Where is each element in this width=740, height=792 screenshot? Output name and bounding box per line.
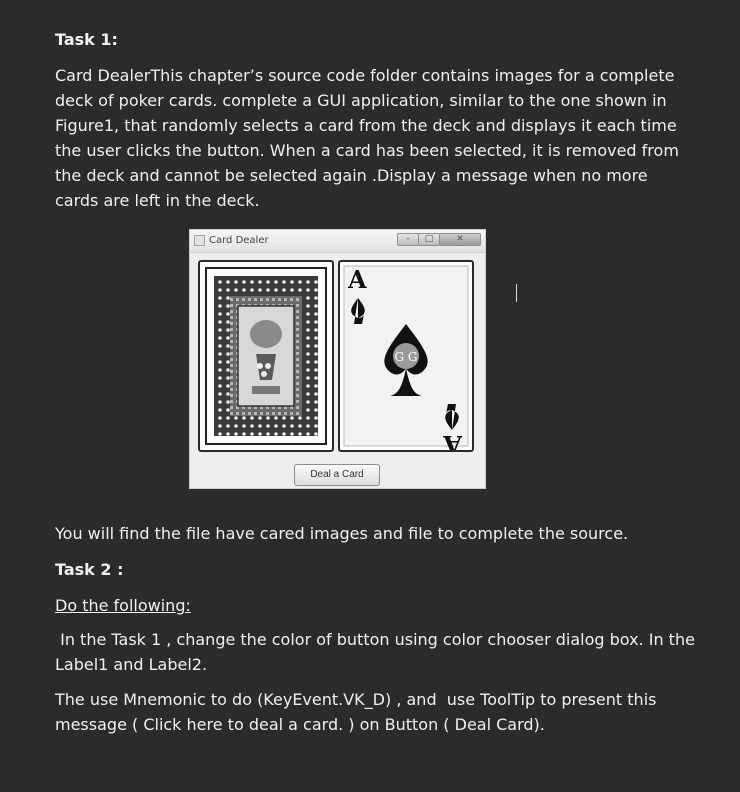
task1-description: Card DealerThis chapter’s source code folder contains images for a complete deck of poker cards. complete a GUI application, similar to the one shown in Figure1, that randomly selects a card from the deck and displays it each time the user clicks the button. When a card has been selected, it is removed from the deck and cannot be selected again .Display a message when no more cards are left in the deck. (55, 66, 679, 210)
card-monogram: G G (394, 350, 418, 364)
window-title: Card Dealer (209, 235, 269, 246)
window-controls (397, 233, 481, 247)
do-the-following-subheading: Do the following: (55, 596, 191, 615)
ace-of-spades-image (338, 260, 474, 452)
minimize-icon: – (397, 233, 419, 246)
card-back-image (198, 260, 334, 452)
deal-a-card-button: Deal a Card (294, 464, 380, 486)
card-dealer-figure (189, 229, 486, 489)
task1-heading: Task 1: (55, 30, 118, 49)
files-note: You will find the file have cared images and file to complete the source. (55, 524, 629, 543)
maximize-icon: □ (418, 233, 440, 246)
card-rank-bottom: A (443, 430, 462, 450)
task2-mnemonic-instruction: The use Mnemonic to do (KeyEvent.VK_D) , and use ToolTip to present this message ( Click here to deal a card. ) on Button ( Deal Card). (55, 690, 662, 734)
java-app-icon (194, 235, 205, 246)
text-cursor (516, 284, 517, 302)
close-icon: ✕ (439, 233, 481, 246)
task2-heading: Task 2 : (55, 560, 124, 579)
task2-color-instruction: In the Task 1 , change the color of button using color chooser dialog box. In the Label1 and Label2. (55, 630, 701, 674)
window-titlebar (190, 230, 485, 253)
card-rank-top: A (348, 265, 367, 294)
